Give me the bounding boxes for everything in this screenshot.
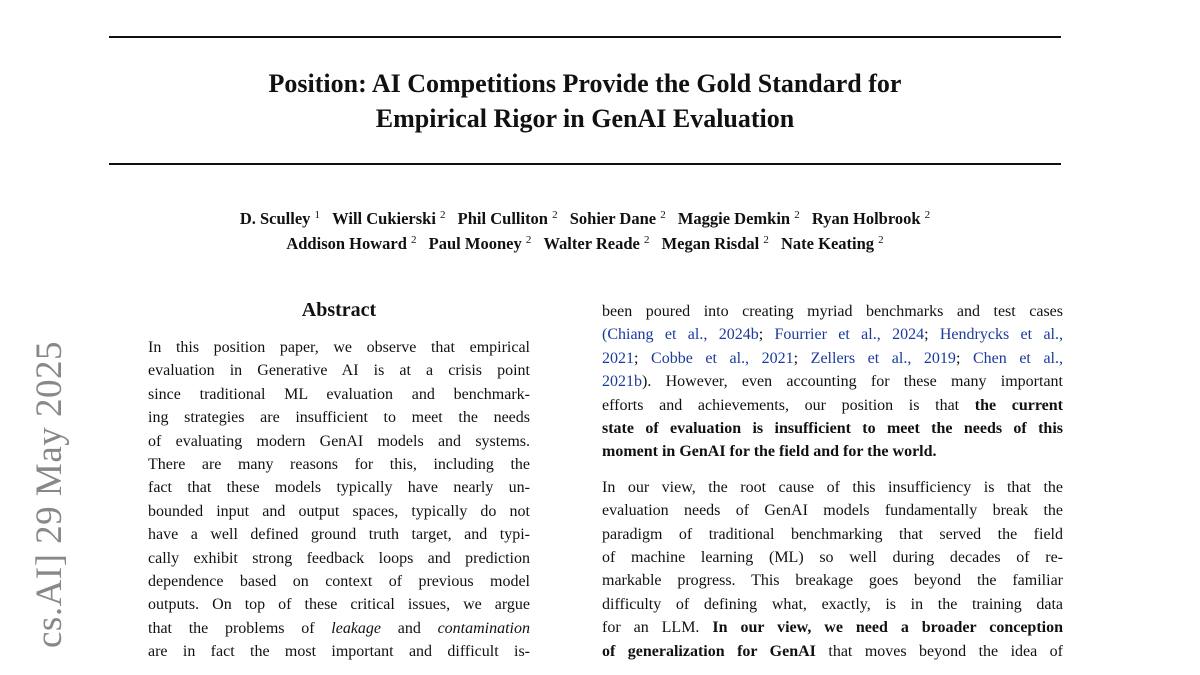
position-statement: moment in GenAI for the field and for the world. <box>602 443 937 461</box>
citation-link[interactable]: (Chiang et al., 2024b <box>602 326 759 344</box>
author: Paul Mooney $^2$ <box>428 234 532 253</box>
body-paragraph-1 <box>602 300 1063 464</box>
body-line: difficulty of defining what, exactly, is in the training data <box>602 595 1063 613</box>
author: Ryan Holbrook $^2$ <box>811 209 931 228</box>
body-line: been poured into creating myriad benchmarks and test cases <box>602 303 1063 320</box>
body-line: 2021; Cobbe et al., 2021; Zellers et al., 2019; Chen et al., <box>602 349 1063 367</box>
citation-link[interactable]: Chen et al., <box>972 349 1063 367</box>
author-row-1 <box>109 206 1061 231</box>
arxiv-stamp: cs.AI] 29 May 2025 <box>29 340 70 648</box>
position-statement: of generalization for GenAI <box>602 642 816 660</box>
emphasized-term: contamination <box>437 619 530 637</box>
author: Megan Risdal $^2$ <box>661 234 769 253</box>
abstract-heading: Abstract <box>301 299 377 321</box>
author: Walter Reade $^2$ <box>543 234 650 253</box>
body-line: (Chiang et al., 2024b; Fourrier et al., 2024; Hendrycks et al., <box>602 326 1063 344</box>
abstract-column <box>148 296 530 664</box>
abstract-line: There are many reasons for this, including the <box>148 456 530 474</box>
body-line <box>602 440 1063 463</box>
body-line: evaluation needs of GenAI models fundamentally break the <box>602 502 1063 520</box>
abstract-line: have a well defined ground truth target, and typi- <box>148 526 530 544</box>
abstract-line: since traditional ML evaluation and benchmark- <box>148 385 530 403</box>
title-line-1: Position: AI Competitions Provide the Gold Standard for <box>268 69 902 98</box>
title-top-rule <box>109 36 1061 38</box>
title-bottom-rule <box>109 163 1061 165</box>
paper-title <box>109 66 1061 136</box>
author-row-2 <box>109 231 1061 256</box>
citation-link[interactable]: 2021b <box>602 373 642 391</box>
abstract-line: bounded input and output spaces, typically do not <box>148 502 530 520</box>
author: D. Sculley $^1$ <box>239 209 321 228</box>
citation-link[interactable]: Fourrier et al., 2024 <box>774 326 925 344</box>
abstract-line: outputs. On top of these critical issues, we argue <box>148 596 530 614</box>
citation-link[interactable]: Zellers et al., 2019 <box>810 349 956 367</box>
abstract-line-emphasis: that the problems of leakage and contamination <box>148 619 530 637</box>
abstract-line: In this position paper, we observe that empirical <box>148 339 530 356</box>
author: Sohier Dane $^2$ <box>569 209 666 228</box>
position-statement: the current <box>974 396 1063 414</box>
author: Maggie Demkin $^2$ <box>677 209 800 228</box>
abstract-line: dependence based on context of previous model <box>148 573 530 591</box>
position-statement: In our view, we need a broader conception <box>712 619 1063 637</box>
emphasized-term: leakage <box>331 619 382 637</box>
abstract-text <box>148 336 530 664</box>
citation-link[interactable]: Cobbe et al., 2021 <box>651 349 794 367</box>
body-column <box>602 300 1063 675</box>
body-line: for an LLM. In our view, we need a broader conception <box>602 619 1063 637</box>
author: Phil Culliton $^2$ <box>457 209 558 228</box>
author: Nate Keating $^2$ <box>781 234 884 253</box>
body-line: 2021b). However, even accounting for these many important <box>602 373 1063 391</box>
body-line: markable progress. This breakage goes beyond the familiar <box>602 572 1063 590</box>
body-line: efforts and achievements, our position is that the current <box>602 396 1063 414</box>
author-list <box>109 206 1061 256</box>
abstract-line: cally exhibit strong feedback loops and prediction <box>148 549 530 567</box>
body-line: paradigm of traditional benchmarking that served the field <box>602 525 1063 543</box>
author: Addison Howard $^2$ <box>286 234 417 253</box>
title-line-2: Empirical Rigor in GenAI Evaluation <box>375 104 795 133</box>
abstract-line: fact that these models typically have nearly un- <box>148 479 530 497</box>
citation-link[interactable]: 2021 <box>602 349 634 367</box>
abstract-line: of evaluating modern GenAI models and systems. <box>148 432 530 450</box>
body-line <box>602 417 1063 440</box>
body-line: of machine learning (ML) so well during decades of re- <box>602 549 1063 567</box>
position-statement: state of evaluation is insufficient to meet the needs of this <box>602 420 1063 438</box>
abstract-line: ing strategies are insufficient to meet the needs <box>148 409 530 427</box>
citation-link[interactable]: Hendrycks et al., <box>939 326 1063 344</box>
body-paragraph-2 <box>602 476 1063 663</box>
body-line: In our view, the root cause of this insufficiency is that the <box>602 478 1063 496</box>
author: Will Cukierski $^2$ <box>332 209 446 228</box>
abstract-line: evaluation in Generative AI is at a crisis point <box>148 362 530 380</box>
abstract-line: are in fact the most important and difficult is- <box>148 643 530 661</box>
body-line: of generalization for GenAI that moves beyond the idea of <box>602 642 1064 660</box>
